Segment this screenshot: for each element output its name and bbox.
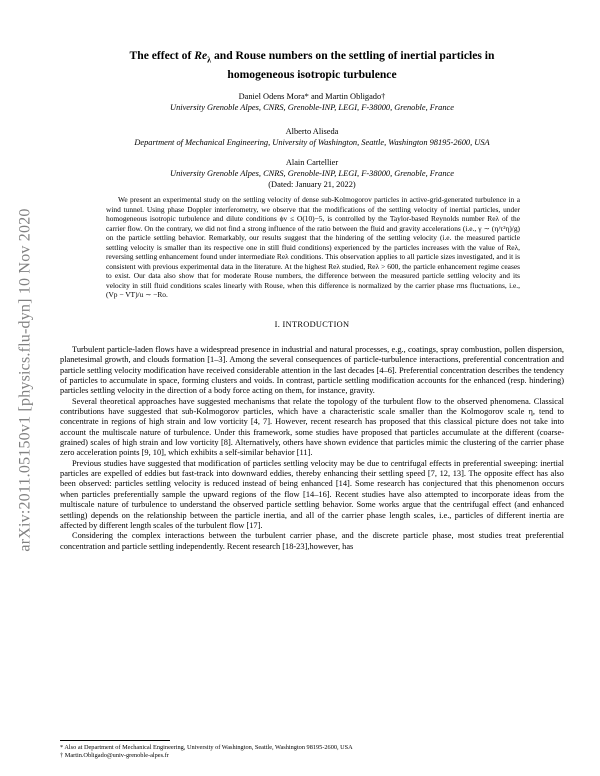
footnotes bbox=[60, 744, 564, 760]
author-affiliation: University Grenoble Alpes, CNRS, Grenoble-INP, LEGI, F-38000, Grenoble, France bbox=[170, 169, 454, 178]
title-part: and Rouse numbers on the settling of inertial particles in bbox=[211, 49, 495, 62]
abstract bbox=[106, 195, 520, 300]
title-line2: homogeneous isotropic turbulence bbox=[227, 68, 397, 82]
arxiv-id: arXiv:2011.05150v1 [physics.flu-dyn] 10 Nov 2020 bbox=[17, 208, 35, 552]
dated-line: (Dated: January 21, 2022) bbox=[268, 180, 356, 189]
author-group-3 bbox=[60, 157, 564, 190]
title-re-sub: λ bbox=[207, 55, 212, 65]
section-heading: I. INTRODUCTION bbox=[274, 320, 350, 329]
intro-paragraph: Previous studies have suggested that modification of particles settling velocity may be due to centrifugal effects in preferential sweeping: inertial particles are expelled of eddies but fast-track into downward eddies, thereby enhancing their settling speed [7, 12, 13]. The opposite effect has also been observed: particles settling velocity is reduced instead of being enhanced [14]. Some research has conjectured that this phenomenon occurs when particles preferentially sample the upward regions of the flow [14–16]. Recent studies have also attempted to incorporate ideas from the multiscale nature of turbulence to understand the observed particle settling behavior. Some works argue that the centrifugal effect (and enhanced settling) depends on the relationship between the particle inertia, and all of the carrier phase length scales, i.e., particles of different inertia are affected by different length scales of the turbulent flow [17]. bbox=[60, 458, 564, 530]
author-affiliation: Department of Mechanical Engineering, University of Washington, Seattle, Washington 98195-2600, USA bbox=[134, 138, 490, 147]
arxiv-stamp bbox=[6, 170, 46, 590]
title-re: Re bbox=[194, 49, 208, 62]
author-affiliation: University Grenoble Alpes, CNRS, Grenoble-INP, LEGI, F-38000, Grenoble, France bbox=[170, 103, 454, 112]
intro-paragraph: Considering the complex interactions between the turbulent carrier phase, and the discrete particle phase, most studies treat preferential concentration and particle settling independently. Recent research [18-23],however, has bbox=[60, 531, 564, 551]
paper-title bbox=[60, 48, 564, 82]
author-names: Alberto Aliseda bbox=[285, 127, 339, 136]
title-part: The effect of bbox=[129, 49, 195, 62]
abstract-text: We present an experimental study on the settling velocity of dense sub-Kolmogorov particles in active-grid-generated turbulence in a wind tunnel. Using phase Doppler interferometry, we observe that the modifications of the settling velocity of inertial particles, under homogeneous isotropic turbulence and dilute conditions ϕv ≤ O(10)−5, is controlled by the Taylor-based Reynolds number Reλ of the carrier flow. On the contrary, we did not find a strong influence of the ratio between the fluid and gravity accelerations (i.e., γ ∼ (η/τ²η)/g) on the particle settling behavior. Remarkably, our results suggest that the hindering of the settling velocity (i.e. the measured particle settling velocity is smaller than its respective one in still fluid conditions) experienced by the particles increases with the value of Reλ, reversing settling enhancement found under intermediate Reλ conditions. This observation applies to all particle sizes investigated, and it is consistent with previous experimental data in the literature. At the highest Reλ studied, Reλ > 600, the particle enhancement regime ceases to exist. Our data also show that for moderate Rouse numbers, the difference between the measured particle settling velocity and its velocity in still fluid conditions scales linearly with Rouse, when this difference is normalized by the carrier phase rms fluctuations, i.e., (Vp − VT)/u ∼ −Ro. bbox=[106, 195, 520, 300]
author-group-1 bbox=[60, 91, 564, 113]
intro-paragraph: Turbulent particle-laden flows have a widespread presence in industrial and natural processes, e.g., coatings, spray combustion, pollen dispersion, planetesimal growth, and clouds formation [1–3]. Among the several consequences of particle-turbulence interactions, preferential concentration and particle settling velocity modification have received considerable attention in the last decades [4–6]. Preferential concentration describes the tendency of particles to accumulate in space, forming clusters and voids. In contrast, particle settling modification accounts for the enhanced (resp. hindering) particles settling velocity in the direction of a body force acting on them, for instance, gravity. bbox=[60, 345, 564, 396]
author-group-2 bbox=[60, 126, 564, 148]
author-names: Daniel Odens Mora* and Martin Obligado† bbox=[238, 92, 386, 101]
introduction-body bbox=[60, 345, 564, 552]
footnote: * Also at Department of Mechanical Engineering, University of Washington, Seattle, Washington 98195-2600, USA bbox=[60, 744, 353, 751]
intro-paragraph: Several theoretical approaches have suggested mechanisms that relate the topology of the turbulent flow to the observed phenomena. Classical contributions have suggested that sub-Kolmogorov particles, which have a characteristic scale smaller than the Kolmogorov scale η, tend to concentrate in regions of high strain and low vorticity [4, 7]. However, recent research has proposed that this classical picture does not take into account the multiscale nature of turbulence. Under this framework, some studies have proposed that particles accumulate at the different (coarse-grained) scales of high strain and low vorticity [8]. Alternatively, others have shown evidence that particles mimic the clustering of the carrier phase zero acceleration points [9, 10], which exhibits a self-similar behavior [11]. bbox=[60, 396, 564, 458]
author-names: Alain Cartellier bbox=[285, 158, 339, 167]
footnote-rule bbox=[60, 740, 170, 741]
footnote: † Martin.Obligado@univ-grenoble-alpes.fr bbox=[60, 752, 169, 759]
